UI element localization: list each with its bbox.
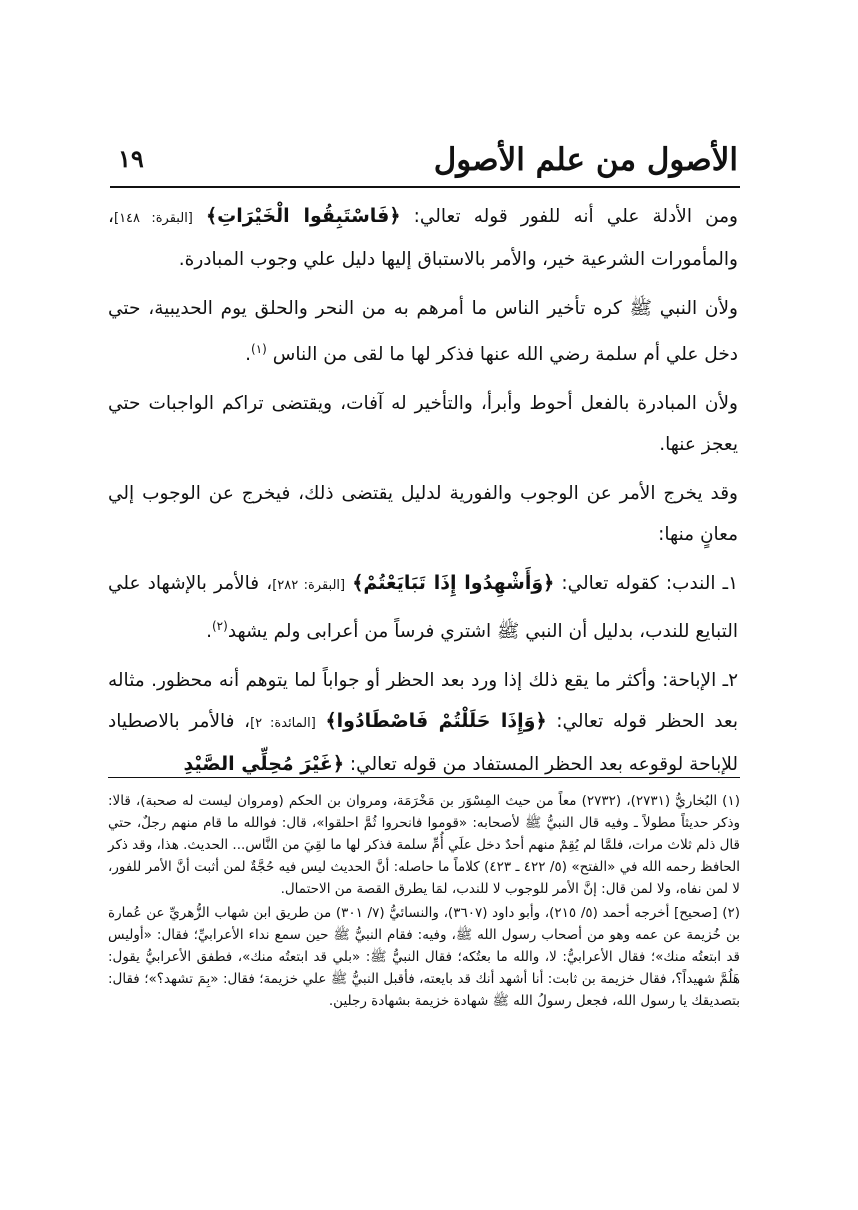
paragraph-4: وقد يخرج الأمر عن الوجوب والفورية لدليل يقتضى ذلك، فيخرج عن الوجوب إلي معانٍ منها: — [108, 483, 738, 546]
verse-reference: [البقرة: ٢٨٢] — [272, 578, 346, 594]
footnotes — [108, 790, 740, 1014]
verse-reference: [البقرة: ١٤٨] — [113, 211, 193, 226]
page-header — [110, 140, 738, 186]
footnote-1: (١) البُخاريُّ (٢٧٣١)، (٢٧٣٢) معاً من حيث المِسْوَر بن مَخْرَمَة، ومروان بن الحكم (ومروان ليست له صحبة)، قالا: وذكر حديثاً مطولاً ـ وفيه قال النبيُّ ﷺ لأصحابه: «قوموا فانحروا ثُمَّ احلقوا»، قال: فوالله ما قام منهم رجلٌ، حتي قال ذلم ثلاث مرات، فلمَّا لم يُقِمْ منهم أحدٌ دخل علَي أُمِّ سلمة فذكر لها ما لقِيَ من النَّاس... الحديث. هذا، وقد ذكر الحافظ رحمه الله في «الفتح» (٥/ ٤٢٢ ـ ٤٢٣) كلاماً ما حاصله: أنَّ الحديث ليس فيه حُجَّةٌ لمن أثبت أنَّ الأمر للفور، لا لمن نفاه، ولا لمن قال: إنَّ الأمر للوجوب لا للندب، لمَا يطرق القصة من الاحتمال. — [108, 793, 741, 897]
main-text — [108, 196, 738, 793]
verse-reference: [المائدة: ٢] — [250, 716, 316, 732]
footnote-2: (٢) [صحيح] أخرجه أحمد (٥/ ٢١٥)، وأبو داود (٣٦٠٧)، والنسائيُّ (٧/ ٣٠١) من طريق ابن شهاب الزُّهريِّ عن عُمارة بن خُزيمة عن عمه وهو من أصحاب رسول الله ﷺ، وفيه: فقام النبيُّ ﷺ حين سمع نداء الأعرابيِّ؛ فقال: «أوليس قد ابتعتُه منك»؛ فقال الأعرابيُّ: لا، والله ما بعتُكه؛ فقال النبيُّ ﷺ: «بلي قد ابتعتُه منك»، فطفق الأعرابيُّ يقول: هَلُمَّ شهيداً؟، فقال خزيمة بن ثابت: أنا أشهد أنك قد بايعته، فأقبل النبيُّ ﷺ علي خزيمة؛ فقال: «بِمَ تشهد؟»؛ فقال: بتصديقك يا رسول الله، فجعل رسولُ الله ﷺ شهادة خزيمة بشهادة رجلين. — [108, 905, 741, 1009]
header-divider — [110, 186, 740, 188]
quran-verse: ﴿فَاسْتَبِقُوا الْخَيْرَاتِ﴾ — [206, 205, 401, 227]
quran-verse: ﴿وَأَشْهِدُوا إِذَا تَبَايَعْتُمْ﴾ — [352, 572, 555, 595]
paragraph-1: ومن الأدلة علي أنه للفور قوله تعالي: ﴿فَاسْتَبِقُوا الْخَيْرَاتِ﴾ [البقرة: ١٤٨]، والمأمورات الشرعية خير، والأمر بالاستباق إليها دليل علي وجوب المبادرة. — [108, 205, 738, 270]
page-number: ١٩ — [118, 144, 144, 173]
paragraph-5: ١ـ الندب: كقوله تعالي: ﴿وَأَشْهِدُوا إِذَا تَبَايَعْتُمْ﴾ [البقرة: ٢٨٢]، فالأمر بالإشهاد علي التبايع للندب، بدليل أن النبي ﷺ اشتري فرساً من أعرابى ولم يشهد$^{(٢)}$. — [108, 572, 738, 643]
paragraph-3: ولأن المبادرة بالفعل أحوط وأبرأ، والتأخير له آفات، ويقتضى تراكم الواجبات حتي يعجز عنها. — [108, 393, 738, 456]
paragraph-2: ولأن النبي ﷺ كره تأخير الناس ما أمرهم به من النحر والحلق يوم الحديبية، حتي دخل علي أم سلمة رضي الله عنها فذكر لها ما لقى من الناس $^{(١)}$. — [108, 298, 738, 366]
footnote-marker: (١) — [251, 342, 267, 356]
quran-verse: ﴿وَإِذَا حَلَلْتُمْ فَاصْطَادُوا﴾ — [325, 710, 547, 733]
paragraph-6: ٢ـ الإباحة: وأكثر ما يقع ذلك إذا ورد بعد الحظر أو جواباً لما يتوهم أنه محظور. مثاله بعد الحظر قوله تعالي: ﴿وَإِذَا حَلَلْتُمْ فَاصْطَادُوا﴾ [المائدة: ٢]، فالأمر بالاصطياد للإباحة لوقوعه بعد الحظر المستفاد من قوله تعالي: ﴿غَيْرَ مُحِلِّي الصَّيْدِ — [108, 670, 739, 776]
footnote-divider — [108, 777, 740, 778]
footnote-marker: (٢) — [211, 619, 228, 634]
book-title: الأصول من علم الأصول — [433, 142, 738, 178]
quran-verse: ﴿غَيْرَ مُحِلِّي الصَّيْدِ — [183, 753, 344, 776]
